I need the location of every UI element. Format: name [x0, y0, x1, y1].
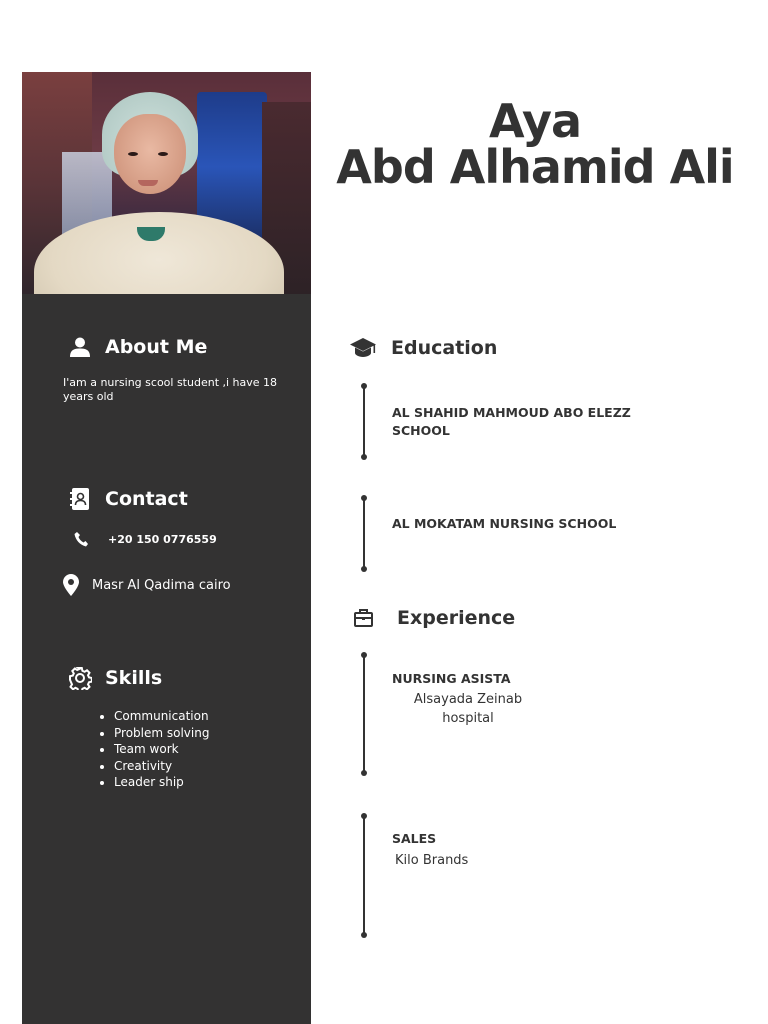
skills-heading-label: Skills [105, 667, 163, 689]
education-heading-label: Education [391, 337, 498, 359]
address-text: Masr Al Qadima cairo [92, 577, 231, 593]
education-timeline-1 [362, 385, 366, 458]
phone-icon [72, 529, 90, 549]
briefcase-icon [349, 606, 377, 630]
profile-photo [22, 72, 311, 294]
experience-role-1: NURSING ASISTA [392, 671, 511, 686]
user-icon [68, 335, 92, 359]
contact-heading [68, 487, 188, 511]
sidebar [22, 294, 311, 1024]
experience-heading-label: Experience [397, 607, 516, 629]
graduation-cap-icon [349, 336, 377, 360]
phone-number[interactable]: +20 150 0776559 [108, 532, 217, 546]
experience-place-1-line1: Alsayada Zeinab [413, 692, 523, 707]
skill-item: Problem solving [100, 725, 209, 742]
about-heading [68, 335, 207, 359]
first-name: Aya [489, 94, 581, 148]
contact-book-icon [68, 487, 92, 511]
skill-item: Communication [100, 708, 209, 725]
skills-list [100, 708, 209, 791]
experience-role-2: SALES [392, 831, 437, 846]
contact-heading-label: Contact [105, 488, 188, 510]
address-row [62, 575, 231, 595]
skill-item: Leader ship [100, 774, 209, 791]
education-school-1: AL SHAHID MAHMOUD ABO ELEZZ SCHOOL [392, 405, 631, 438]
experience-place-1-line2: hospital [442, 711, 494, 726]
experience-heading [349, 606, 515, 630]
experience-timeline-2 [362, 815, 366, 936]
education-timeline-2 [362, 497, 366, 570]
education-heading [349, 336, 497, 360]
gear-icon [68, 666, 92, 690]
experience-place-2: Kilo Brands [395, 853, 469, 868]
skill-item: Creativity [100, 758, 209, 775]
location-pin-icon [62, 575, 80, 595]
about-heading-label: About Me [105, 336, 208, 358]
skills-heading [68, 666, 162, 690]
skill-item: Team work [100, 741, 209, 758]
experience-timeline-1 [362, 654, 366, 774]
last-name: Abd Alhamid Ali [336, 140, 734, 194]
education-school-2: AL MOKATAM NURSING SCHOOL [392, 516, 617, 531]
phone-row [72, 529, 217, 549]
full-name [320, 94, 750, 194]
about-text: I'am a nursing scool student ,i have 18 years old [63, 376, 278, 403]
